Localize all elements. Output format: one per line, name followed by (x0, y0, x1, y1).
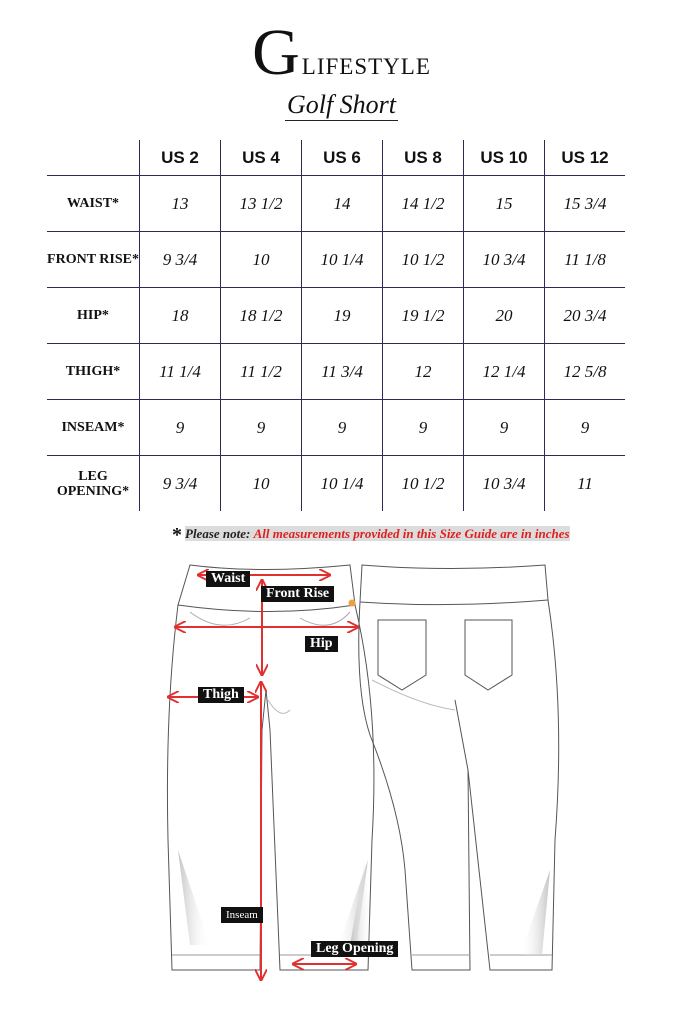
table-cell: 11 3/4 (302, 344, 383, 400)
shorts-diagram (150, 560, 570, 1000)
table-cell: 9 (545, 400, 626, 456)
table-row (47, 288, 625, 344)
table-cell: 11 1/4 (140, 344, 221, 400)
table-cell: 18 1/2 (221, 288, 302, 344)
back-seat-fold (372, 680, 455, 710)
table-cell: 15 3/4 (545, 176, 626, 232)
table-cell: 11 (545, 456, 626, 512)
table-cell: 11 1/8 (545, 232, 626, 288)
table-cell: 10 1/4 (302, 456, 383, 512)
table-cell: 9 (302, 400, 383, 456)
back-left-pocket (378, 620, 426, 690)
table-cell: 9 (140, 400, 221, 456)
column-header: US 8 (383, 140, 464, 176)
table-cell: 20 3/4 (545, 288, 626, 344)
note-asterisk: * (172, 524, 182, 546)
table-cell: 9 (221, 400, 302, 456)
table-cell: 9 3/4 (140, 456, 221, 512)
leg-opening-label: Leg Opening (311, 941, 398, 957)
size-table (47, 140, 625, 511)
column-header: US 10 (464, 140, 545, 176)
table-cell: 14 (302, 176, 383, 232)
column-header: US 4 (221, 140, 302, 176)
front-view (167, 565, 374, 970)
table-cell: 19 1/2 (383, 288, 464, 344)
hip-label: Hip (305, 636, 338, 652)
row-label: THIGH* (47, 344, 140, 400)
table-cell: 20 (464, 288, 545, 344)
column-header: US 12 (545, 140, 626, 176)
brand-logo (0, 16, 683, 89)
row-label: HIP* (47, 288, 140, 344)
front-left-pocket (190, 612, 250, 625)
back-waistband (360, 565, 548, 605)
column-header: US 2 (140, 140, 221, 176)
corner-cell (47, 140, 140, 176)
table-cell: 11 1/2 (221, 344, 302, 400)
table-cell: 10 1/2 (383, 456, 464, 512)
button-dot (349, 600, 356, 607)
back-right-pocket (465, 620, 512, 690)
table-cell: 15 (464, 176, 545, 232)
table-row (47, 232, 625, 288)
table-row (47, 176, 625, 232)
note-message-text: All measurements provided in this Size Guide are in inches (253, 526, 570, 541)
inseam-label: Inseam (221, 907, 263, 923)
front-left-vent-shade (178, 850, 210, 945)
table-cell: 12 5/8 (545, 344, 626, 400)
table-cell: 9 (383, 400, 464, 456)
row-label: LEG OPENING* (47, 456, 140, 512)
waist-label: Waist (206, 571, 250, 587)
row-label: FRONT RISE* (47, 232, 140, 288)
front-rise-label: Front Rise (261, 586, 334, 602)
row-label: INSEAM* (47, 400, 140, 456)
table-cell: 14 1/2 (383, 176, 464, 232)
table-cell: 13 (140, 176, 221, 232)
row-label: WAIST* (47, 176, 140, 232)
back-left-leg (359, 602, 470, 970)
page-title-text: Golf Short (286, 90, 397, 119)
brand-word: LIFESTYLE (301, 54, 431, 79)
back-view (359, 565, 559, 970)
table-cell: 10 3/4 (464, 232, 545, 288)
measurement-note (172, 524, 570, 547)
table-cell: 10 3/4 (464, 456, 545, 512)
table-row (47, 400, 625, 456)
thigh-label: Thigh (198, 687, 244, 703)
note-message (250, 526, 569, 541)
column-header: US 6 (302, 140, 383, 176)
page-title (0, 90, 683, 120)
table-cell: 10 1/2 (383, 232, 464, 288)
table-cell: 10 1/4 (302, 232, 383, 288)
table-cell: 9 3/4 (140, 232, 221, 288)
table-cell: 10 (221, 232, 302, 288)
table-header-row (47, 140, 625, 176)
note-label: Please note: (185, 526, 251, 541)
brand-initial: G (252, 16, 300, 89)
table-cell: 10 (221, 456, 302, 512)
table-cell: 19 (302, 288, 383, 344)
table-row (47, 344, 625, 400)
table-cell: 18 (140, 288, 221, 344)
front-right-pocket (300, 612, 350, 625)
table-cell: 12 1/4 (464, 344, 545, 400)
table-cell: 13 1/2 (221, 176, 302, 232)
back-right-vent-shade (520, 870, 550, 955)
table-cell: 12 (383, 344, 464, 400)
table-cell: 9 (464, 400, 545, 456)
table-row (47, 456, 625, 512)
front-crotch-fold (268, 700, 290, 713)
